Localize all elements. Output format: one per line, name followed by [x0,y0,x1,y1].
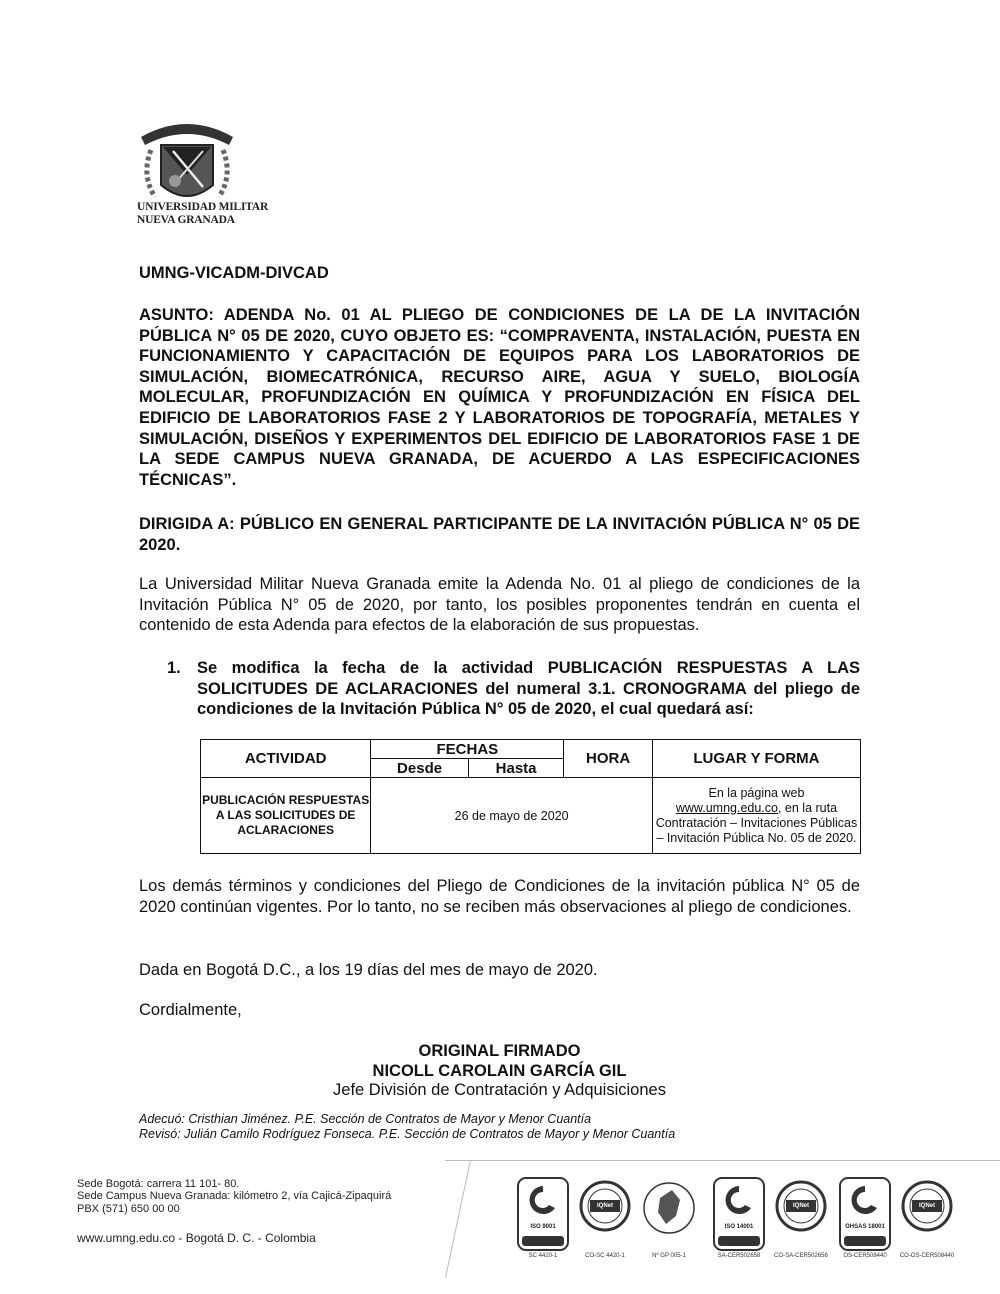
signature-role: Jefe División de Contratación y Adquisiciones [333,1081,666,1099]
cert-label: ISO 9001 [530,1224,556,1230]
cert-code: Nº GP 005-1 [652,1253,686,1259]
note-adecuo: Adecuó: Cristhian Jiménez. P.E. Sección de Contratos de Mayor y Menor Cuantía [139,1112,592,1126]
cell-lugar [652,778,860,854]
dirigida-paragraph: DIRIGIDA A: PÚBLICO EN GENERAL PARTICIPANTE DE LA INVITACIÓN PÚBLICA N° 05 DE 2020. [139,515,860,554]
cell-fecha: 26 de mayo de 2020 [371,778,653,854]
cert-badge-icontec [838,1176,894,1266]
icontec-icon [516,1176,570,1252]
lugar-pre: En la página web [708,785,805,800]
table-row [201,778,861,854]
header-desde: Desde [371,759,469,778]
cert-code: CO-OS-CER508440 [899,1253,955,1259]
cronograma-table [200,739,861,854]
footer-pbx: PBX (571) 650 00 00 [77,1203,180,1215]
iqnet-icon [578,1176,632,1252]
iqnet-icon [900,1176,954,1252]
item-number: 1. [167,659,181,677]
closing-salutation: Cordialmente, [139,1001,242,1019]
document-code: UMNG-VICADM-DIVCAD [139,264,329,282]
icontec-icon [838,1176,892,1252]
cert-code: OS-CER508440 [843,1253,887,1259]
asunto-paragraph: ASUNTO: ADENDA No. 01 AL PLIEGO DE CONDICIONES DE LA DE LA INVITACIÓN PÚBLICA N° 05 DE 2020, CUYO OBJETO ES: “COMPRAVENTA, INSTALACIÓN, PUESTA EN FUNCIONAMIENTO Y CAPACITACIÓN DE EQUIPOS PARA LOS LABORATORIOS DE SIMULACIÓN, BIOMECATRÓNICA, RECURSO AIRE, AGUA Y SUELO, BIOLOGÍA MOLECULAR, PROFUNDIZACIÓN EN QUÍMICA Y PROFUNDIZACIÓN EN FÍSICA DEL EDIFICIO DE LABORATORIOS FASE 2 Y LABORATORIOS DE TOPOGRAFÍA, METALES Y SIMULACIÓN, DISEÑOS Y EXPERIMENTOS DEL EDIFICIO DE LABORATORIOS FASE 1 DE LA SEDE CAMPUS NUEVA GRANADA, DE ACUERDO A LAS ESPECIFICACIONES TÉCNICAS”. [139,306,860,489]
cert-badge-map [642,1176,698,1266]
cert-code: SC 4420-1 [528,1253,558,1259]
lugar-post: , en la ruta Contratación – Invitaciones Públicas – Invitación Pública No. 05 de 2020. [655,800,858,845]
footer-web[interactable]: www.umng.edu.co - Bogotá D. C. - Colombia [77,1231,316,1245]
cert-label: IQNet [596,1203,613,1209]
cert-label: ISO 14001 [724,1224,754,1230]
logo-line1: UNIVERSIDAD MILITAR [137,201,269,213]
cert-label: IQNet [918,1203,935,1209]
header-fechas: FECHAS [371,740,564,759]
cert-code: SA-CER502658 [717,1253,761,1259]
cert-badge-icontec [516,1176,572,1266]
map-icon [642,1176,696,1252]
item-text: Se modifica la fecha de la actividad PUBLICACIÓN RESPUESTAS A LAS SOLICITUDES DE ACLARACIONES del numeral 3.1. CRONOGRAMA del pliego de condiciones de la Invitación Pública N° 05 de 2020, el cual quedará así: [197,659,860,719]
cert-code: CO-SC 4420-1 [585,1253,625,1259]
signature-name: NICOLL CAROLAIN GARCÍA GIL [372,1062,627,1080]
iqnet-icon [774,1176,828,1252]
logo-line2: NUEVA GRANADA [137,214,235,226]
intro-paragraph: La Universidad Militar Nueva Granada emite la Adenda No. 01 al pliego de condiciones de la Invitación Pública N° 05 de 2020, por tanto, los posibles proponentes tendrán en cuenta el contenido de esta Adenda para efectos de la elaboración de sus propuestas. [139,575,860,635]
footer-sede-bogota: Sede Bogotá: carrera 11 101- 80. [77,1178,240,1190]
umng-link[interactable]: www.umng.edu.co [675,800,778,815]
cert-badge-iqnet [774,1176,830,1266]
cert-code: CO-SA-CER502656 [774,1253,828,1259]
cell-actividad: PUBLICACIÓN RESPUESTAS A LAS SOLICITUDES DE ACLARACIONES [201,778,371,854]
logo-wordmark [137,201,268,227]
certification-badges [516,1176,956,1266]
note-reviso: Revisó: Julián Camilo Rodríguez Fonseca. P.E. Sección de Contratos de Mayor y Menor Cuantía [139,1127,676,1141]
footer-divider [445,1160,1000,1161]
icontec-icon [712,1176,766,1252]
cert-label: IQNet [792,1203,809,1209]
cert-label: OHSAS 18001 [845,1224,885,1230]
header-lugar: LUGAR Y FORMA [652,740,860,778]
cert-badge-icontec [712,1176,768,1266]
dada-paragraph: Dada en Bogotá D.C., a los 19 días del mes de mayo de 2020. [139,961,598,979]
header-actividad: ACTIVIDAD [201,740,371,778]
demas-paragraph: Los demás términos y condiciones del Pliego de Condiciones de la invitación pública N° 05 de 2020 continúan vigentes. Por lo tanto, no se reciben más observaciones al pliego de condiciones. [139,877,860,916]
cert-badge-iqnet [578,1176,634,1266]
cert-badge-iqnet [900,1176,956,1266]
footer-sede-campus: Sede Campus Nueva Granada: kilómetro 2, vía Cajicá-Zipaquirá [77,1190,392,1202]
signature-original: ORIGINAL FIRMADO [418,1042,581,1060]
header-hora: HORA [564,740,653,778]
footer-diagonal [445,1160,471,1278]
header-hasta: Hasta [468,759,564,778]
